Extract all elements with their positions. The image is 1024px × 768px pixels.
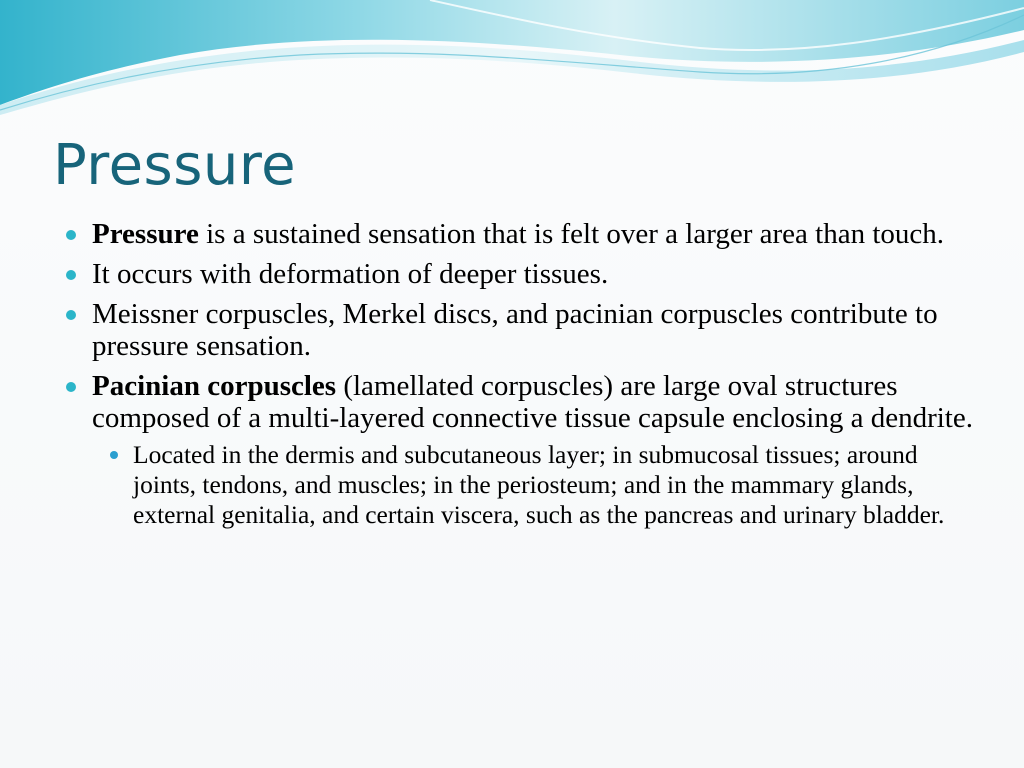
bullet-dot-icon bbox=[66, 270, 76, 280]
sub-bullet-item bbox=[92, 440, 982, 530]
bullet-dot-icon bbox=[66, 230, 76, 240]
bullet-text: is a sustained sensation that is felt over a larger area than touch. bbox=[198, 218, 945, 250]
bullet-text: (lamellated corpuscles) are large oval structures composed of a multi-layered connective tissue capsule enclosing a dendrite. bbox=[92, 370, 973, 434]
sub-bullet-text: Located in the dermis and subcutaneous layer; in submucosal tissues; around joints, tendons, and muscles; in the periosteum; and in the mammary glands, external genitalia, and certain viscera, such as the pancreas and urinary bladder. bbox=[133, 440, 945, 529]
bullet-item bbox=[62, 258, 982, 290]
bullet-dot-icon bbox=[66, 310, 76, 320]
bullet-text: Meissner corpuscles, Merkel discs, and pacinian corpuscles contribute to pressure sensation. bbox=[92, 298, 938, 362]
slide-title: Pressure bbox=[53, 133, 297, 198]
bullet-item bbox=[62, 218, 982, 250]
bullet-text: It occurs with deformation of deeper tissues. bbox=[92, 258, 609, 290]
bullet-item bbox=[62, 370, 982, 530]
sub-bullet-dot-icon bbox=[110, 451, 118, 459]
bullet-list bbox=[62, 218, 982, 530]
bullet-dot-icon bbox=[66, 382, 76, 392]
bullet-bold-term: Pacinian corpuscles bbox=[92, 370, 337, 402]
header-wave-decoration bbox=[0, 0, 1024, 120]
bullet-item bbox=[62, 298, 982, 362]
sub-bullet-list bbox=[92, 440, 982, 530]
slide-content bbox=[62, 218, 982, 538]
bullet-bold-term: Pressure bbox=[92, 218, 199, 250]
